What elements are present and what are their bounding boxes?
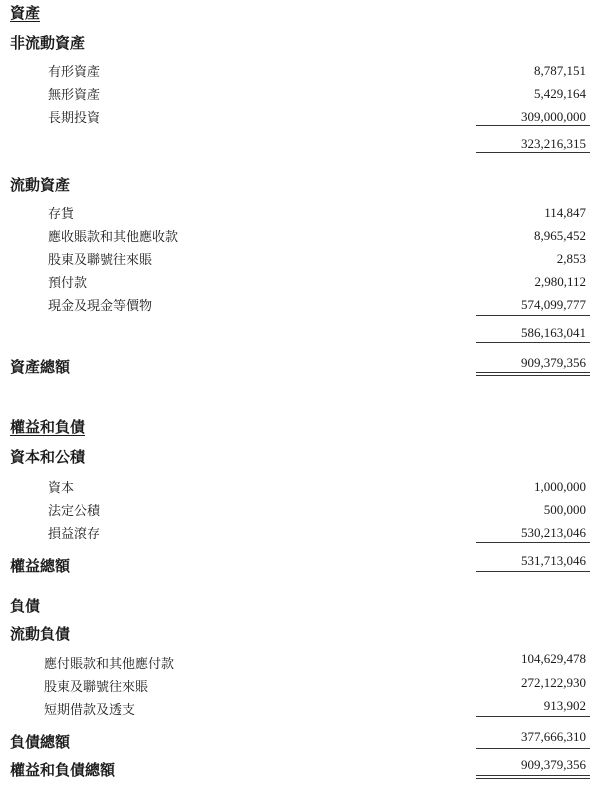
line-item-value: 2,853 (556, 251, 586, 266)
line-item-value: 913,902 (543, 698, 586, 713)
assets-title: 資產 (10, 4, 41, 22)
line-item-label: 股東及聯號往來賬 (44, 680, 149, 695)
non-current-assets-heading: 非流動資產 (10, 34, 86, 52)
line-item-value: 114,847 (544, 205, 586, 220)
line-item-label: 股東及聯號往來賬 (48, 253, 153, 268)
line-item-value: 309,000,000 (521, 109, 586, 124)
liabilities-heading: 負債 (10, 597, 41, 615)
total-equity-value: 531,713,046 (521, 553, 586, 568)
subtotal-rule (476, 748, 590, 749)
current-assets-total: 586,163,041 (521, 325, 586, 340)
non-current-assets-total: 323,216,315 (521, 136, 586, 151)
line-item-value: 8,787,151 (534, 63, 586, 78)
line-item-label: 無形資產 (48, 88, 101, 103)
current-liabilities-heading: 流動負債 (10, 625, 71, 643)
line-item-label: 短期借款及透支 (44, 703, 136, 718)
current-assets-heading: 流動資產 (10, 176, 71, 194)
subtotal-rule (476, 571, 590, 572)
line-item-value: 1,000,000 (534, 479, 586, 494)
total-equity-liabilities-label: 權益和負債總額 (10, 761, 116, 779)
total-equity-liabilities-value: 909,379,356 (521, 757, 586, 772)
total-liabilities-value: 377,666,310 (521, 729, 586, 744)
capital-reserves-heading: 資本和公積 (10, 448, 86, 466)
line-item-value: 530,213,046 (521, 525, 586, 540)
line-item-label: 損益滾存 (48, 527, 101, 542)
line-item-value: 500,000 (543, 502, 586, 517)
total-equity-label: 權益總額 (10, 557, 71, 575)
total-assets-label: 資產總額 (10, 358, 71, 376)
line-item-value: 5,429,164 (534, 86, 586, 101)
total-liabilities-label: 負債總額 (10, 733, 71, 751)
subtotal-rule (476, 125, 590, 126)
line-item-value: 272,122,930 (521, 675, 586, 690)
line-item-label: 法定公積 (48, 504, 101, 519)
line-item-label: 應付賬款和其他應付款 (44, 657, 175, 672)
total-double-rule (476, 372, 590, 376)
total-double-rule (476, 775, 590, 779)
subtotal-rule (476, 716, 590, 717)
line-item-value: 574,099,777 (521, 297, 586, 312)
line-item-label: 長期投資 (48, 111, 101, 126)
line-item-label: 應收賬款和其他應收款 (48, 230, 179, 245)
subtotal-rule (476, 342, 590, 343)
line-item-value: 8,965,452 (534, 228, 586, 243)
line-item-label: 存貨 (48, 207, 75, 222)
line-item-value: 104,629,478 (521, 651, 586, 666)
line-item-value: 2,980,112 (534, 274, 586, 289)
line-item-label: 資本 (48, 481, 75, 496)
subtotal-rule (476, 315, 590, 316)
line-item-label: 現金及現金等價物 (48, 299, 153, 314)
line-item-label: 有形資產 (48, 65, 101, 80)
line-item-label: 預付款 (48, 276, 88, 291)
subtotal-rule (476, 542, 590, 543)
subtotal-rule (476, 152, 590, 153)
equity-liabilities-title: 權益和負債 (10, 418, 86, 436)
total-assets-value: 909,379,356 (521, 355, 586, 370)
